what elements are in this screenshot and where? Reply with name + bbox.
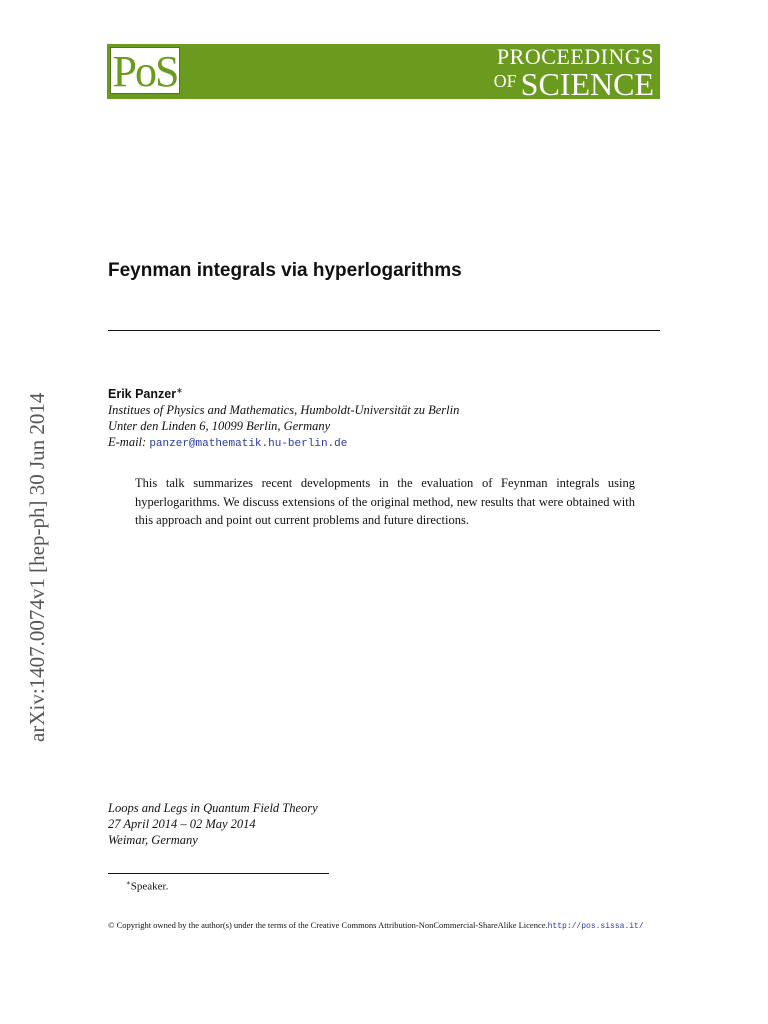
affiliation-1: Institues of Physics and Mathematics, Humboldt-Universität zu Berlin bbox=[108, 403, 460, 418]
banner-science: SCIENCE bbox=[520, 66, 654, 102]
author-name: Erik Panzer bbox=[108, 387, 177, 402]
footnote-rule bbox=[108, 873, 329, 874]
paper-title: Feynman integrals via hyperlogarithms bbox=[108, 260, 462, 281]
title-rule bbox=[108, 330, 660, 331]
conference-name: Loops and Legs in Quantum Field Theory bbox=[108, 801, 318, 815]
copyright-line bbox=[108, 919, 748, 933]
banner-title bbox=[494, 46, 654, 100]
footnote-text: Speaker. bbox=[130, 880, 169, 893]
copyright-text: © Copyright owned by the author(s) under the terms of the Creative Commons Attribution-NonCommercial-ShareAlike Licence. bbox=[108, 920, 548, 930]
footnote bbox=[126, 876, 168, 894]
proceedings-banner bbox=[107, 44, 660, 102]
abstract: This talk summarizes recent developments in the evaluation of Feynman integrals using hyperlogarithms. We discuss extensions of the original method, new results that were obtained with this approach and point out current problems and future directions. bbox=[135, 476, 635, 527]
banner-of-science bbox=[494, 68, 654, 100]
conference-place: Weimar, Germany bbox=[108, 833, 198, 847]
copyright-url[interactable]: http://pos.sissa.it/ bbox=[547, 922, 644, 931]
conference-info bbox=[108, 800, 508, 848]
author-name-line bbox=[108, 383, 660, 402]
conference-dates: 27 April 2014 – 02 May 2014 bbox=[108, 817, 256, 831]
arxiv-identifier: arXiv:1407.0074v1 [hep-ph] 30 Jun 2014 bbox=[25, 392, 49, 742]
affiliation-2: Unter den Linden 6, 10099 Berlin, Germany bbox=[108, 419, 331, 434]
banner-proceedings: PROCEEDINGS bbox=[496, 44, 654, 69]
author-block bbox=[108, 383, 660, 452]
footnote-marker: ∗ bbox=[126, 879, 131, 887]
banner-of: OF bbox=[493, 71, 517, 91]
email-label: E-mail: bbox=[108, 435, 147, 450]
pos-logo-text: PoS bbox=[112, 47, 178, 96]
email-link[interactable]: panzer@mathematik.hu-berlin.de bbox=[149, 438, 348, 451]
author-marker: ∗ bbox=[176, 386, 183, 395]
email-line bbox=[108, 434, 660, 452]
pos-logo bbox=[110, 47, 180, 94]
